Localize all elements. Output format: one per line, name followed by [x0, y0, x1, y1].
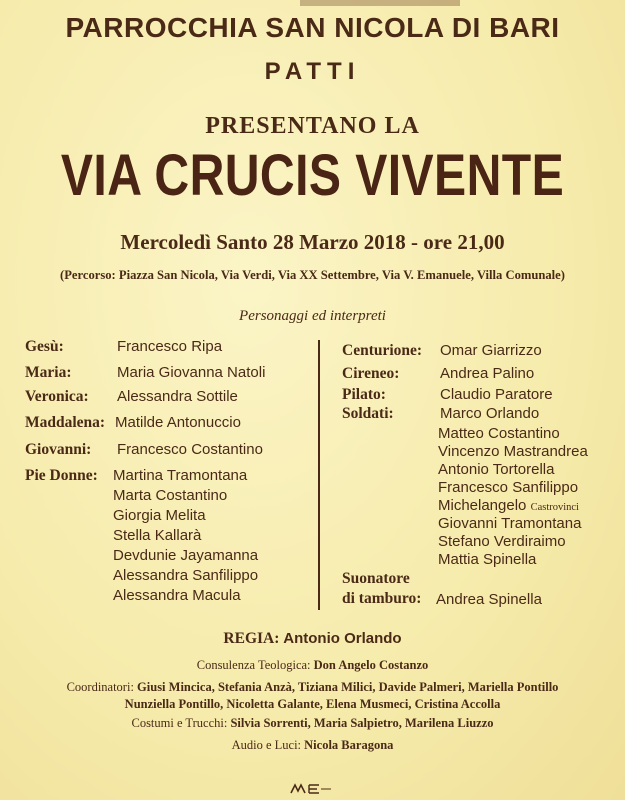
actor-name: Antonio Tortorella: [438, 461, 555, 478]
role-label: Gesù:: [25, 338, 64, 355]
direction-label: REGIA:: [223, 630, 280, 647]
actor-name: Giovanni Tramontana: [438, 515, 582, 532]
role-label: Cireneo:: [342, 365, 400, 382]
event-date: Mercoledì Santo 28 Marzo 2018 - ore 21,00: [120, 230, 505, 254]
event-route: (Percorso: Piazza San Nicola, Via Verdi, Via XX Settembre, Via V. Emanuele, Villa Comunale): [60, 268, 565, 282]
coordinators-credit-line-2: [0, 697, 625, 712]
actor-name: Devdunie Jayamanna: [113, 547, 259, 564]
actor-name: Francesco Sanfilippo: [438, 479, 579, 496]
actor-name: Alessandra Sanfilippo: [113, 567, 259, 584]
torn-top-edge: [0, 0, 625, 6]
town-name: PATTI: [264, 58, 361, 85]
credit-name: Don Angelo Costanzo: [313, 658, 429, 672]
actor-name: Omar Giarrizzo: [440, 342, 542, 359]
cast-heading: Personaggi ed interpreti: [239, 308, 386, 324]
credit-label: Coordinatori:: [66, 680, 134, 694]
cast-right-column: [342, 342, 612, 612]
audio-credit: [0, 738, 625, 753]
role-label-2: di tamburo:: [342, 590, 422, 607]
credit-label: Costumi e Trucchi:: [131, 716, 228, 730]
costume-credit: [0, 716, 625, 731]
role-label: Suonatore: [342, 570, 410, 587]
actor-name: Stella Kallarà: [113, 527, 202, 544]
director-name: Antonio Orlando: [283, 630, 402, 647]
actor-name: Matteo Costantino: [438, 425, 560, 442]
printer-logo-icon: [285, 782, 335, 796]
role-label: Veronica:: [25, 388, 89, 405]
actor-name: Giorgia Melita: [113, 507, 206, 524]
role-label: Centurione:: [342, 342, 423, 359]
actor-name: Michelangelo Castrovinci: [438, 497, 579, 514]
credit-name: Giusi Mincica, Stefania Anzà, Tiziana Milici, Davide Palmeri, Mariella Pontillo: [137, 680, 559, 694]
theology-credit: [0, 658, 625, 673]
role-label: Soldati:: [342, 405, 394, 422]
parish-name: PARROCCHIA SAN NICOLA DI BARI: [65, 12, 560, 43]
cast-left-column: [25, 338, 315, 608]
role-label: Maria:: [25, 364, 72, 381]
actor-name: Alessandra Macula: [113, 587, 241, 604]
actor-name: Matilde Antonuccio: [115, 414, 241, 431]
actor-name: Andrea Spinella: [436, 591, 542, 608]
role-label: Pilato:: [342, 386, 386, 403]
actor-name: Francesco Ripa: [117, 338, 223, 355]
coordinators-credit: [0, 680, 625, 695]
role-label: Pie Donne:: [25, 467, 98, 484]
event-title: VIA CRUCIS VIVENTE: [60, 143, 565, 208]
credit-label: Consulenza Teologica:: [196, 658, 311, 672]
credit-label: Audio e Luci:: [231, 738, 302, 752]
actor-name: Claudio Paratore: [440, 386, 553, 403]
role-label: Maddalena:: [25, 414, 106, 431]
role-label: Giovanni:: [25, 441, 92, 458]
actor-surname-note: Castrovinci: [530, 502, 579, 513]
actor-name: Marta Costantino: [113, 487, 228, 504]
actor-name: Marco Orlando: [440, 405, 540, 422]
actor-name: Alessandra Sottile: [117, 388, 238, 405]
actor-name: Vincenzo Mastrandrea: [438, 443, 588, 460]
credit-name: Silvia Sorrenti, Maria Salpietro, Marilena Liuzzo: [230, 716, 494, 730]
credit-name: Nunziella Pontillo, Nicoletta Galante, Elena Musmeci, Cristina Accolla: [124, 697, 501, 711]
presents-line: PRESENTANO LA: [205, 113, 420, 139]
actor-name: Mattia Spinella: [438, 551, 537, 568]
actor-name: Maria Giovanna Natoli: [117, 364, 266, 381]
actor-name: Martina Tramontana: [113, 467, 248, 484]
actor-name: Stefano Verdiraimo: [438, 533, 566, 550]
column-divider: [318, 340, 320, 610]
direction-credit: [0, 630, 625, 648]
actor-name: Andrea Palino: [440, 365, 535, 382]
actor-name: Francesco Costantino: [117, 441, 263, 458]
credit-name: Nicola Baragona: [304, 738, 394, 752]
